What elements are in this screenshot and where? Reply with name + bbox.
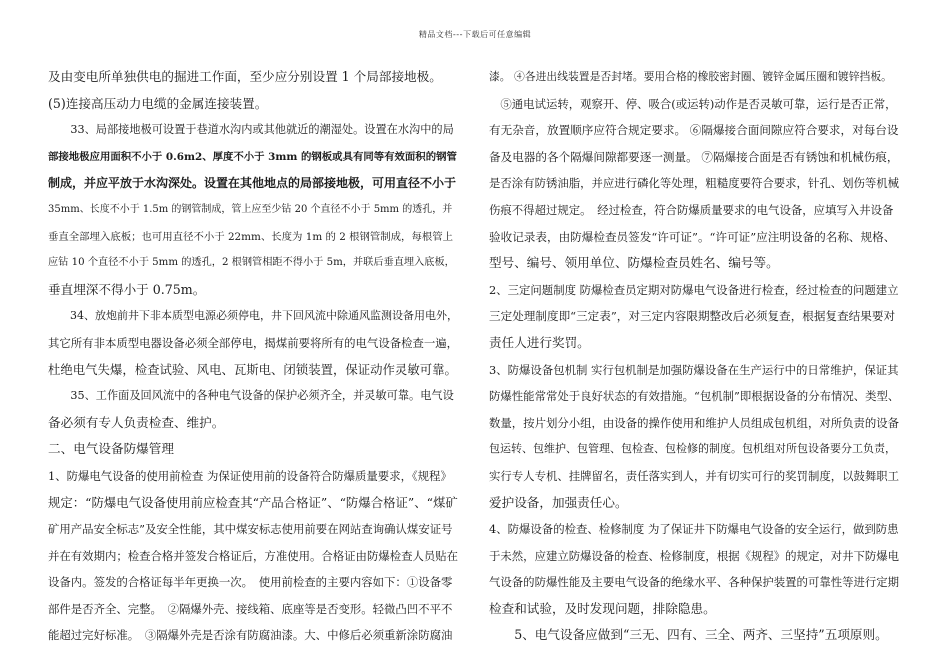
right-text-line: 伤痕不得超过规定。 经过检查，符合防爆质量要求的电气设备，应填写入井设备 — [489, 202, 894, 217]
right-text-line: ⑤通电试运转，观察开、停、吸合(或运转)动作是否灵敏可靠，运行是否正常， — [489, 96, 897, 111]
right-text-line: 于未然，应建立防爆设备的检查、检修制度，根据《规程》的规定，对井下防爆电 — [489, 548, 899, 563]
right-text-line: 5、电气设备应做到“三无、四有、三全、两齐、三坚持”五项原则。 — [489, 627, 888, 643]
right-text-line: 验收记录表，由防爆检查员签发“许可证”。“许可证”应注明设备的名称、规格、 — [489, 229, 896, 244]
right-text-line: 三定处理制度即“三定表”，对三定内容限期整改后必须复查，根据复查结果要对 — [489, 309, 896, 324]
left-column — [48, 64, 458, 649]
left-text-line: 设备内。签发的合格证每半年更换一次。 使用前检查的主要内容如下：①设备零 — [48, 575, 453, 590]
right-text-line: 2、三定问题制度 防爆检查员定期对防爆电气设备进行检查，经过检查的问题建立 — [489, 282, 899, 297]
right-text-line: 漆。 ④各进出线装置是否封堵。要用合格的橡胶密封圈、镀锌金属压圈和镀锌挡板。 — [489, 70, 892, 83]
left-text-line: 及由变电所单独供电的掘进工作面，至少应分别设置 1 个局部接地极。 — [48, 69, 442, 84]
left-text-line: 杜绝电气失爆，检查试验、风电、瓦斯电、闭锁装置，保证动作灵敏可靠。 — [48, 361, 457, 377]
right-text-line: 数量，按片划分小组，由设备的操作使用和维护人员组成包机组，对所负责的设备 — [489, 415, 899, 430]
left-text-line: 部件是否齐全、完整。 ②隔爆外壳、接线箱、底座等是否变形。轻微凸凹不平不 — [48, 601, 453, 616]
left-text-line: 矿用产品安全标志”及安全性能，其中煤安标志使用前要在网站查询确认煤安证号 — [48, 522, 453, 537]
left-text-line: 垂直埋深不得小于 0.75m。 — [48, 281, 206, 297]
right-text-line: 3、防爆设备包机制 实行包机制是加强防爆设备在生产运行中的日常维护，保证其 — [489, 362, 899, 377]
right-text-line: 责任人进行奖罚。 — [489, 334, 590, 350]
right-text-line: 4、防爆设备的检查、检修制度 为了保证井下防爆电气设备的安全运行，做到防患 — [489, 522, 899, 537]
left-text-line: 能超过完好标准。 ③隔爆外壳是否涂有防腐油漆。大、中修后必须重新涂防腐油 — [48, 628, 453, 643]
left-text-line: 34、放炮前井下非本质型电源必须停电，井下回风流中除通风监测设备用电外， — [48, 309, 458, 323]
left-text-line: 制成，并应平放于水沟深处。设置在其他地点的局部接地极，可用直径不小于 — [48, 176, 457, 191]
left-text-line: 1、防爆电气设备的使用前检查 为保证使用前的设备符合防爆质量要求，《规程》 — [48, 468, 452, 483]
left-text-line: 规定：“防爆电气设备使用前应检查其“产品合格证”、“防爆合格证”、“煤矿 — [48, 494, 458, 510]
right-text-line: 包运转、包维护、包管理、包检查、包检修的制度。包机组对所包设备要分工负责， — [489, 442, 896, 456]
right-text-line: 有无杂音，放置顺序应符合规定要求。 ⑥隔爆接合面间隙应符合要求，对每台设 — [489, 123, 899, 138]
right-text-line: 气设备的防爆性能及主要电气设备的绝缘水平、各种保护装置的可靠性等进行定期 — [489, 575, 899, 590]
page-header: 精品文档---下载后可任意编辑 — [418, 30, 532, 39]
left-text-line: 部接地极应用面积不小于 0.6m2、厚度不小于 3mm 的钢板或具有同等有效面积的钢管 — [48, 150, 457, 163]
left-text-line: 并在有效期内；检查合格并签发合格证后，方准使用。合格证由防爆检查人员贴在 — [48, 548, 458, 563]
left-text-line: 二、电气设备防爆管理 — [48, 441, 174, 457]
left-text-line: 其它所有非本质型电器设备必须全部停电，揭煤前要将所有的电气设备检查一遍， — [48, 335, 458, 350]
right-text-line: 防爆性能常常处于良好状态的有效措施。“包机制”即根据设备的分布情况、类型、 — [489, 389, 899, 404]
right-text-line: 实行专人专机、挂牌留名，责任落实到人，并有切实可行的奖罚制度，以鼓舞职工 — [489, 468, 899, 483]
right-text-line: 爱护设备，加强责任心。 — [489, 494, 628, 510]
right-column — [489, 64, 899, 649]
right-text-line: 检查和试验，及时发现问题，排除隐患。 — [489, 600, 716, 616]
left-text-line: 35、工作面及回风流中的各种电气设备的保护必须齐全，并灵敏可靠。电气设 — [48, 389, 454, 403]
right-text-line: 型号、编号、领用单位、防爆检查员姓名、编号等。 — [489, 255, 779, 271]
left-text-line: (5)连接高压动力电缆的金属连接装置。 — [48, 95, 268, 111]
left-text-line: 35mm、长度不小于 1.5m 的钢管制成，管上应至少钻 20 个直径不小于 5mm 的透孔，并 — [48, 203, 453, 215]
left-text-line: 应钻 10 个直径不小于 5mm 的透孔，2 根钢管相距不得小于 5m，并联后垂直埋入底板， — [48, 257, 455, 269]
left-text-line: 垂直全部埋入底板；也可用直径不小于 22mm、长度为 1m 的 2 根钢管制成，每根管上 — [48, 230, 454, 243]
left-text-line: 33、局部接地极可设置于巷道水沟内或其他就近的潮湿处。设置在水沟中的局 — [48, 123, 454, 137]
left-text-line: 备必须有专人负责检查、维护。 — [48, 414, 225, 430]
right-text-line: 是否涂有防锈油脂，并应进行磷化等处理，粗糙度要符合要求，针孔、划伤等机械 — [489, 176, 899, 191]
right-text-line: 备及电器的各个隔爆间隙都要逐一测量。 ⑦隔爆接合面是否有锈蚀和机械伤痕， — [489, 149, 899, 164]
